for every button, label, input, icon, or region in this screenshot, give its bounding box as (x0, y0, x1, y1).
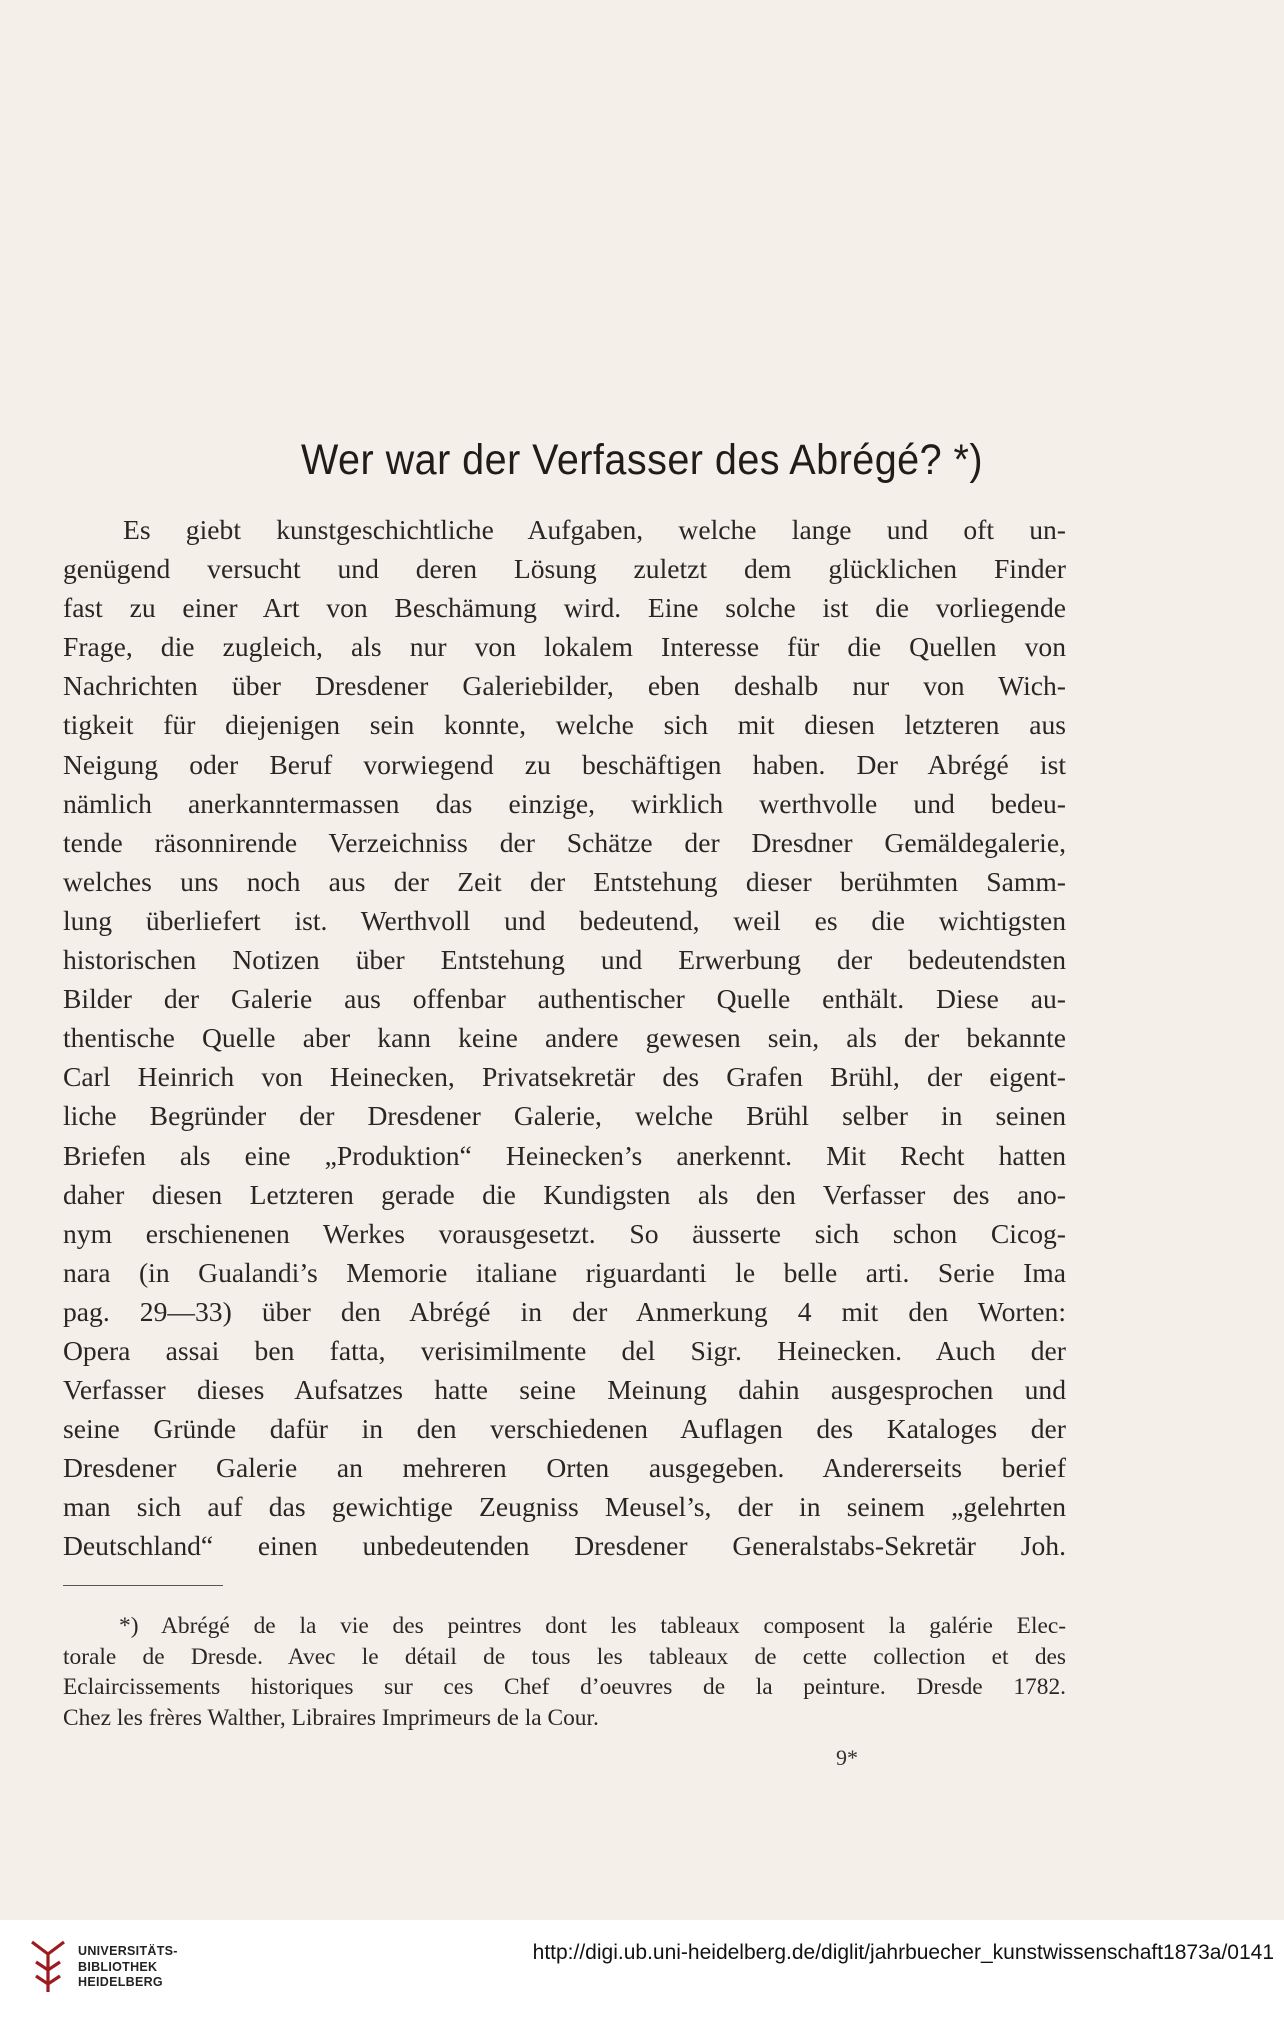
footnote-line: Eclaircissements historiques sur ces Chef d’oeuvres de la peinture. Dresde 1782. (63, 1674, 1066, 1701)
body-line: fast zu einer Art von Beschämung wird. Eine solche ist die vorliegende (63, 592, 1066, 624)
footnote-divider (63, 1585, 223, 1586)
body-line: tende räsonnirende Verzeichniss der Schätze der Dresdner Gemäldegalerie, (63, 826, 1066, 858)
body-line: welches uns noch aus der Zeit der Entstehung dieser berühmten Samm- (63, 865, 1066, 897)
footnote-line: torale de Dresde. Avec le détail de tous les tableaux de cette collection et des (63, 1643, 1066, 1670)
body-line: Neigung oder Beruf vorwiegend zu beschäftigen haben. Der Abrégé ist (63, 748, 1066, 780)
bleed-through-area (60, 110, 1060, 490)
body-line: tigkeit für diejenigen sein konnte, welche sich mit diesen letzteren aus (63, 709, 1066, 741)
footer-bar (0, 1920, 1284, 2033)
body-line: Deutschland“ einen unbedeutenden Dresdener Generalstabs-Sekretär Joh. (63, 1530, 1066, 1562)
body-line: Opera assai ben fatta, verisimilmente del Sigr. Heinecken. Auch der (63, 1334, 1066, 1366)
body-line: thentische Quelle aber kann keine andere gewesen sein, als der bekannte (63, 1022, 1066, 1054)
article-body (63, 510, 1066, 1566)
source-url-link[interactable]: http://digi.ub.uni-heidelberg.de/diglit/jahrbuecher_kunstwissenschaft1873a/0141 (532, 1941, 1274, 1964)
body-line: liche Begründer der Dresdener Galerie, welche Brühl selber in seinen (63, 1100, 1066, 1132)
footnote-line: *) Abrégé de la vie des peintres dont les tableaux composent la galérie Elec- (119, 1613, 1066, 1639)
body-line: Bilder der Galerie aus offenbar authentischer Quelle enthält. Diese au- (63, 983, 1066, 1015)
library-logo-icon (28, 1936, 68, 1998)
body-line: pag. 29—33) über den Abrégé in der Anmerkung 4 mit den Worten: (63, 1295, 1066, 1327)
library-name-line: UNIVERSITÄTS- (78, 1944, 178, 1958)
body-line: man sich auf das gewichtige Zeugniss Meusel’s, der in seinem „gelehrten (63, 1491, 1066, 1523)
footnote-line: Chez les frères Walther, Libraires Imprimeurs de la Cour. (63, 1704, 599, 1731)
body-line: Briefen als eine „Produktion“ Heinecken’s anerkennt. Mit Recht hatten (63, 1139, 1066, 1171)
body-line: Verfasser dieses Aufsatzes hatte seine Meinung dahin ausgesprochen und (63, 1374, 1066, 1406)
library-name-line: HEIDELBERG (78, 1975, 163, 1990)
body-line: nämlich anerkanntermassen das einzige, wirklich werthvolle und bedeu- (63, 787, 1066, 819)
body-line: genügend versucht und deren Lösung zuletzt dem glücklichen Finder (63, 553, 1066, 585)
body-line: nara (in Gualandi’s Memorie italiane riguardanti le belle arti. Serie Ima (63, 1256, 1066, 1288)
body-line: daher diesen Letzteren gerade die Kundigsten als den Verfasser des ano- (63, 1178, 1066, 1210)
body-line: Dresdener Galerie an mehreren Orten ausgegeben. Andererseits berief (63, 1452, 1066, 1484)
body-line: Carl Heinrich von Heinecken, Privatsekretär des Grafen Brühl, der eigent- (63, 1061, 1066, 1093)
body-line: lung überliefert ist. Werthvoll und bedeutend, weil es die wichtigsten (63, 904, 1066, 936)
body-line: Frage, die zugleich, als nur von lokalem Interesse für die Quellen von (63, 631, 1066, 663)
body-line: nym erschienenen Werkes vorausgesetzt. So äusserte sich schon Cicog- (63, 1217, 1066, 1249)
library-name-line: BIBLIOTHEK (78, 1959, 158, 1974)
body-line: historischen Notizen über Entstehung und Erwerbung der bedeutendsten (63, 944, 1066, 976)
signature-mark: 9* (836, 1745, 858, 1770)
library-name (78, 1944, 178, 1991)
body-line: Nachrichten über Dresdener Galeriebilder, eben deshalb nur von Wich- (63, 670, 1066, 702)
footnote (63, 1611, 1066, 1733)
body-line: seine Gründe dafür in den verschiedenen Auflagen des Kataloges der (63, 1413, 1066, 1445)
body-line: Es giebt kunstgeschichtliche Aufgaben, welche lange und oft un- (123, 514, 1066, 545)
article-title: Wer war der Verfasser des Abrégé? *) (300, 436, 984, 484)
